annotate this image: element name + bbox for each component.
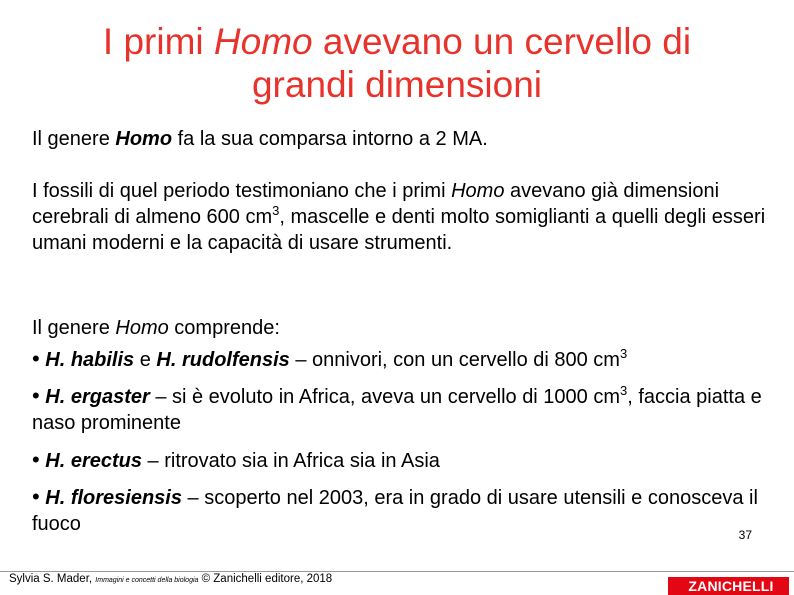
page-number: 37 [738,528,752,542]
list-item: • H. habilis e H. rudolfensis – onnivori, con un cervello di 800 $cm^3$ [32,346,628,371]
footer-divider [0,571,794,572]
list-item: • H. ergaster – si è evoluto in Africa, aveva un cervello di 1000 $cm^3$, faccia piatta e naso prominente [32,383,762,434]
list-item: • H. erectus – ritrovato sia in Africa sia in Asia [32,447,440,472]
bullet-icon: • [32,346,40,371]
title-line-1: I primi Homo avevano un cervello di [102,21,692,62]
intro-paragraph: Il genere Homo fa la sua comparsa intorno a 2 MA. [32,128,488,150]
slide-title [20,20,774,106]
bullet-icon: • [32,447,40,472]
bullet-icon: • [32,383,40,408]
bullet-icon: • [32,484,40,509]
footer-credit: Sylvia S. Mader, Immagini e concetti della biologia © Zanichelli editore, 2018 [9,573,333,585]
title-line-2: grandi dimensioni [251,64,542,105]
list-item: • H. floresiensis – scoperto nel 2003, era in grado di usare utensili e conosceva il fuoco [32,484,758,535]
genus-intro: Il genere Homo comprende: [32,317,280,339]
fossils-paragraph: I fossili di quel periodo testimoniano che i primi Homo avevano già dimensioni cerebrali di almeno 600 $cm^3$, mascelle e denti molto somiglianti a quelli degli esseri umani moderni e la capacità di usare strumenti. [32,180,766,254]
publisher-logo: ZANICHELLI [668,577,794,595]
